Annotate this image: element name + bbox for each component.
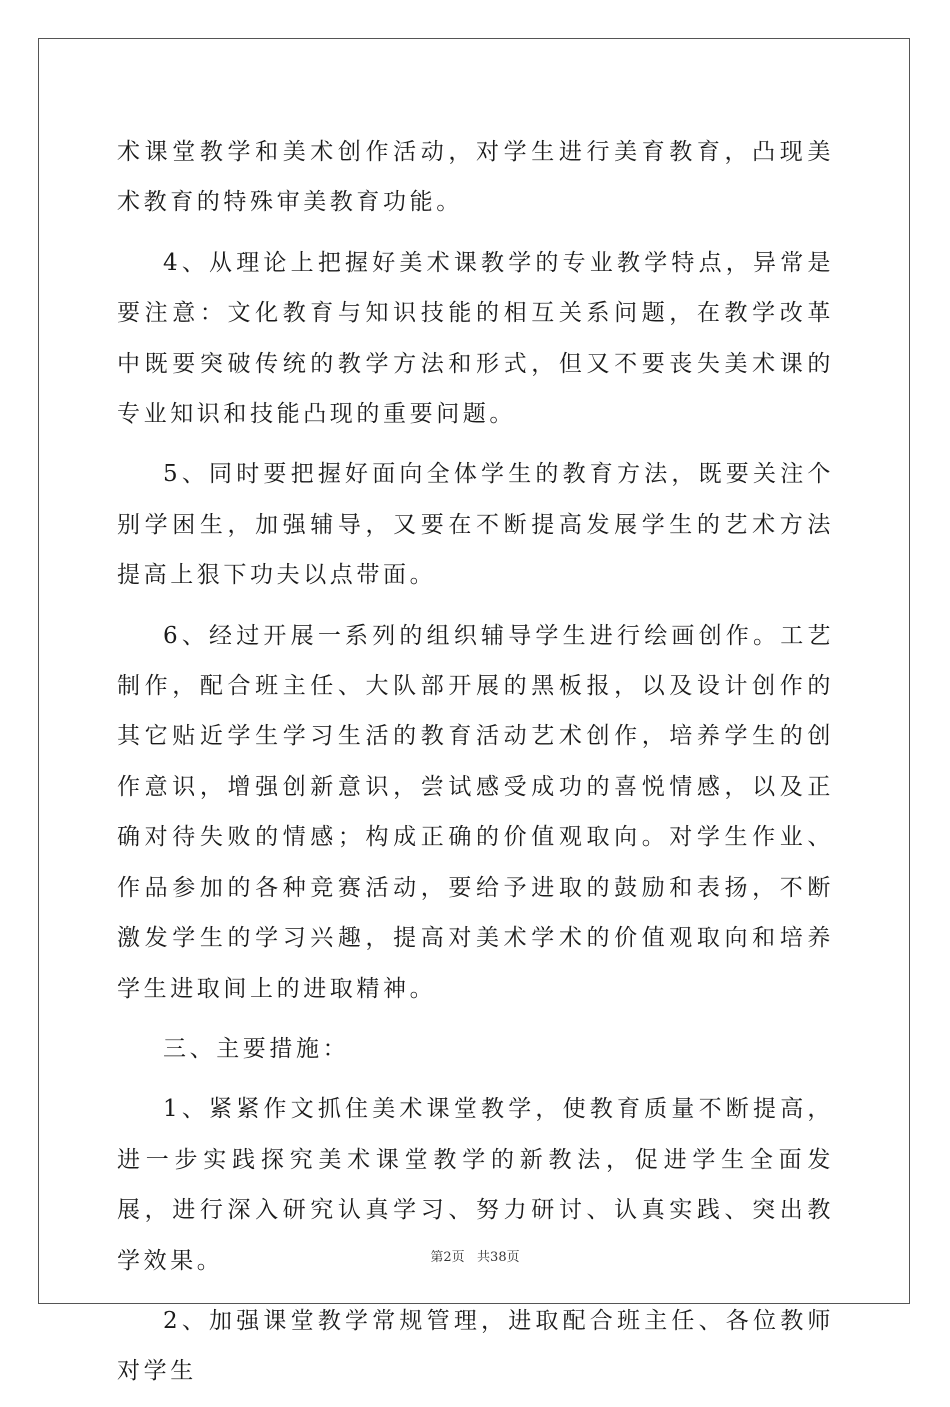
paragraph: 术课堂教学和美术创作活动，对学生进行美育教育，凸现美术教育的特殊审美教育功能。	[117, 139, 834, 216]
paragraph: 6、经过开展一系列的组织辅导学生进行绘画创作。工艺制作，配合班主任、大队部开展的黑板报，以及设计创作的其它贴近学生学习生活的教育活动艺术创作，培养学生的创作意识，增强创新意识，尝试感受成功的喜悦情感，以及正确对待失败的情感；构成正确的价值观取向。对学生作业、作品参加的各种竞赛活动，要给予进取的鼓励和表扬，不断激发学生的学习兴趣，提高对美术学术的价值观取向和培养学生进取间上的进取精神。	[117, 622, 834, 1002]
section-heading: 三、主要措施：	[163, 1035, 350, 1062]
paragraph: 4、从理论上把握好美术课教学的专业教学特点，异常是要注意：文化教育与知识技能的相互关系问题，在教学改革中既要突破传统的教学方法和形式，但又不要丧失美术课的专业知识和技能凸现的重要问题。	[117, 249, 834, 428]
page-number-label: 第2页 共38页	[430, 1250, 520, 1265]
document-body	[117, 127, 834, 1407]
paragraph: 2、加强课堂教学常规管理，进取配合班主任、各位教师对学生	[117, 1307, 834, 1385]
paragraph: 1、紧紧作文抓住美术课堂教学，使教育质量不断提高，进一步实践探究美术课堂教学的新教法，促进学生全面发展，进行深入研究认真学习、努力研讨、认真实践、突出教学效果。	[117, 1096, 834, 1274]
paragraph: 5、同时要把握好面向全体学生的教育方法，既要关注个别学困生，加强辅导，又要在不断提高发展学生的艺术方法提高上狠下功夫以点带面。	[117, 461, 834, 589]
page-footer	[0, 1246, 950, 1265]
